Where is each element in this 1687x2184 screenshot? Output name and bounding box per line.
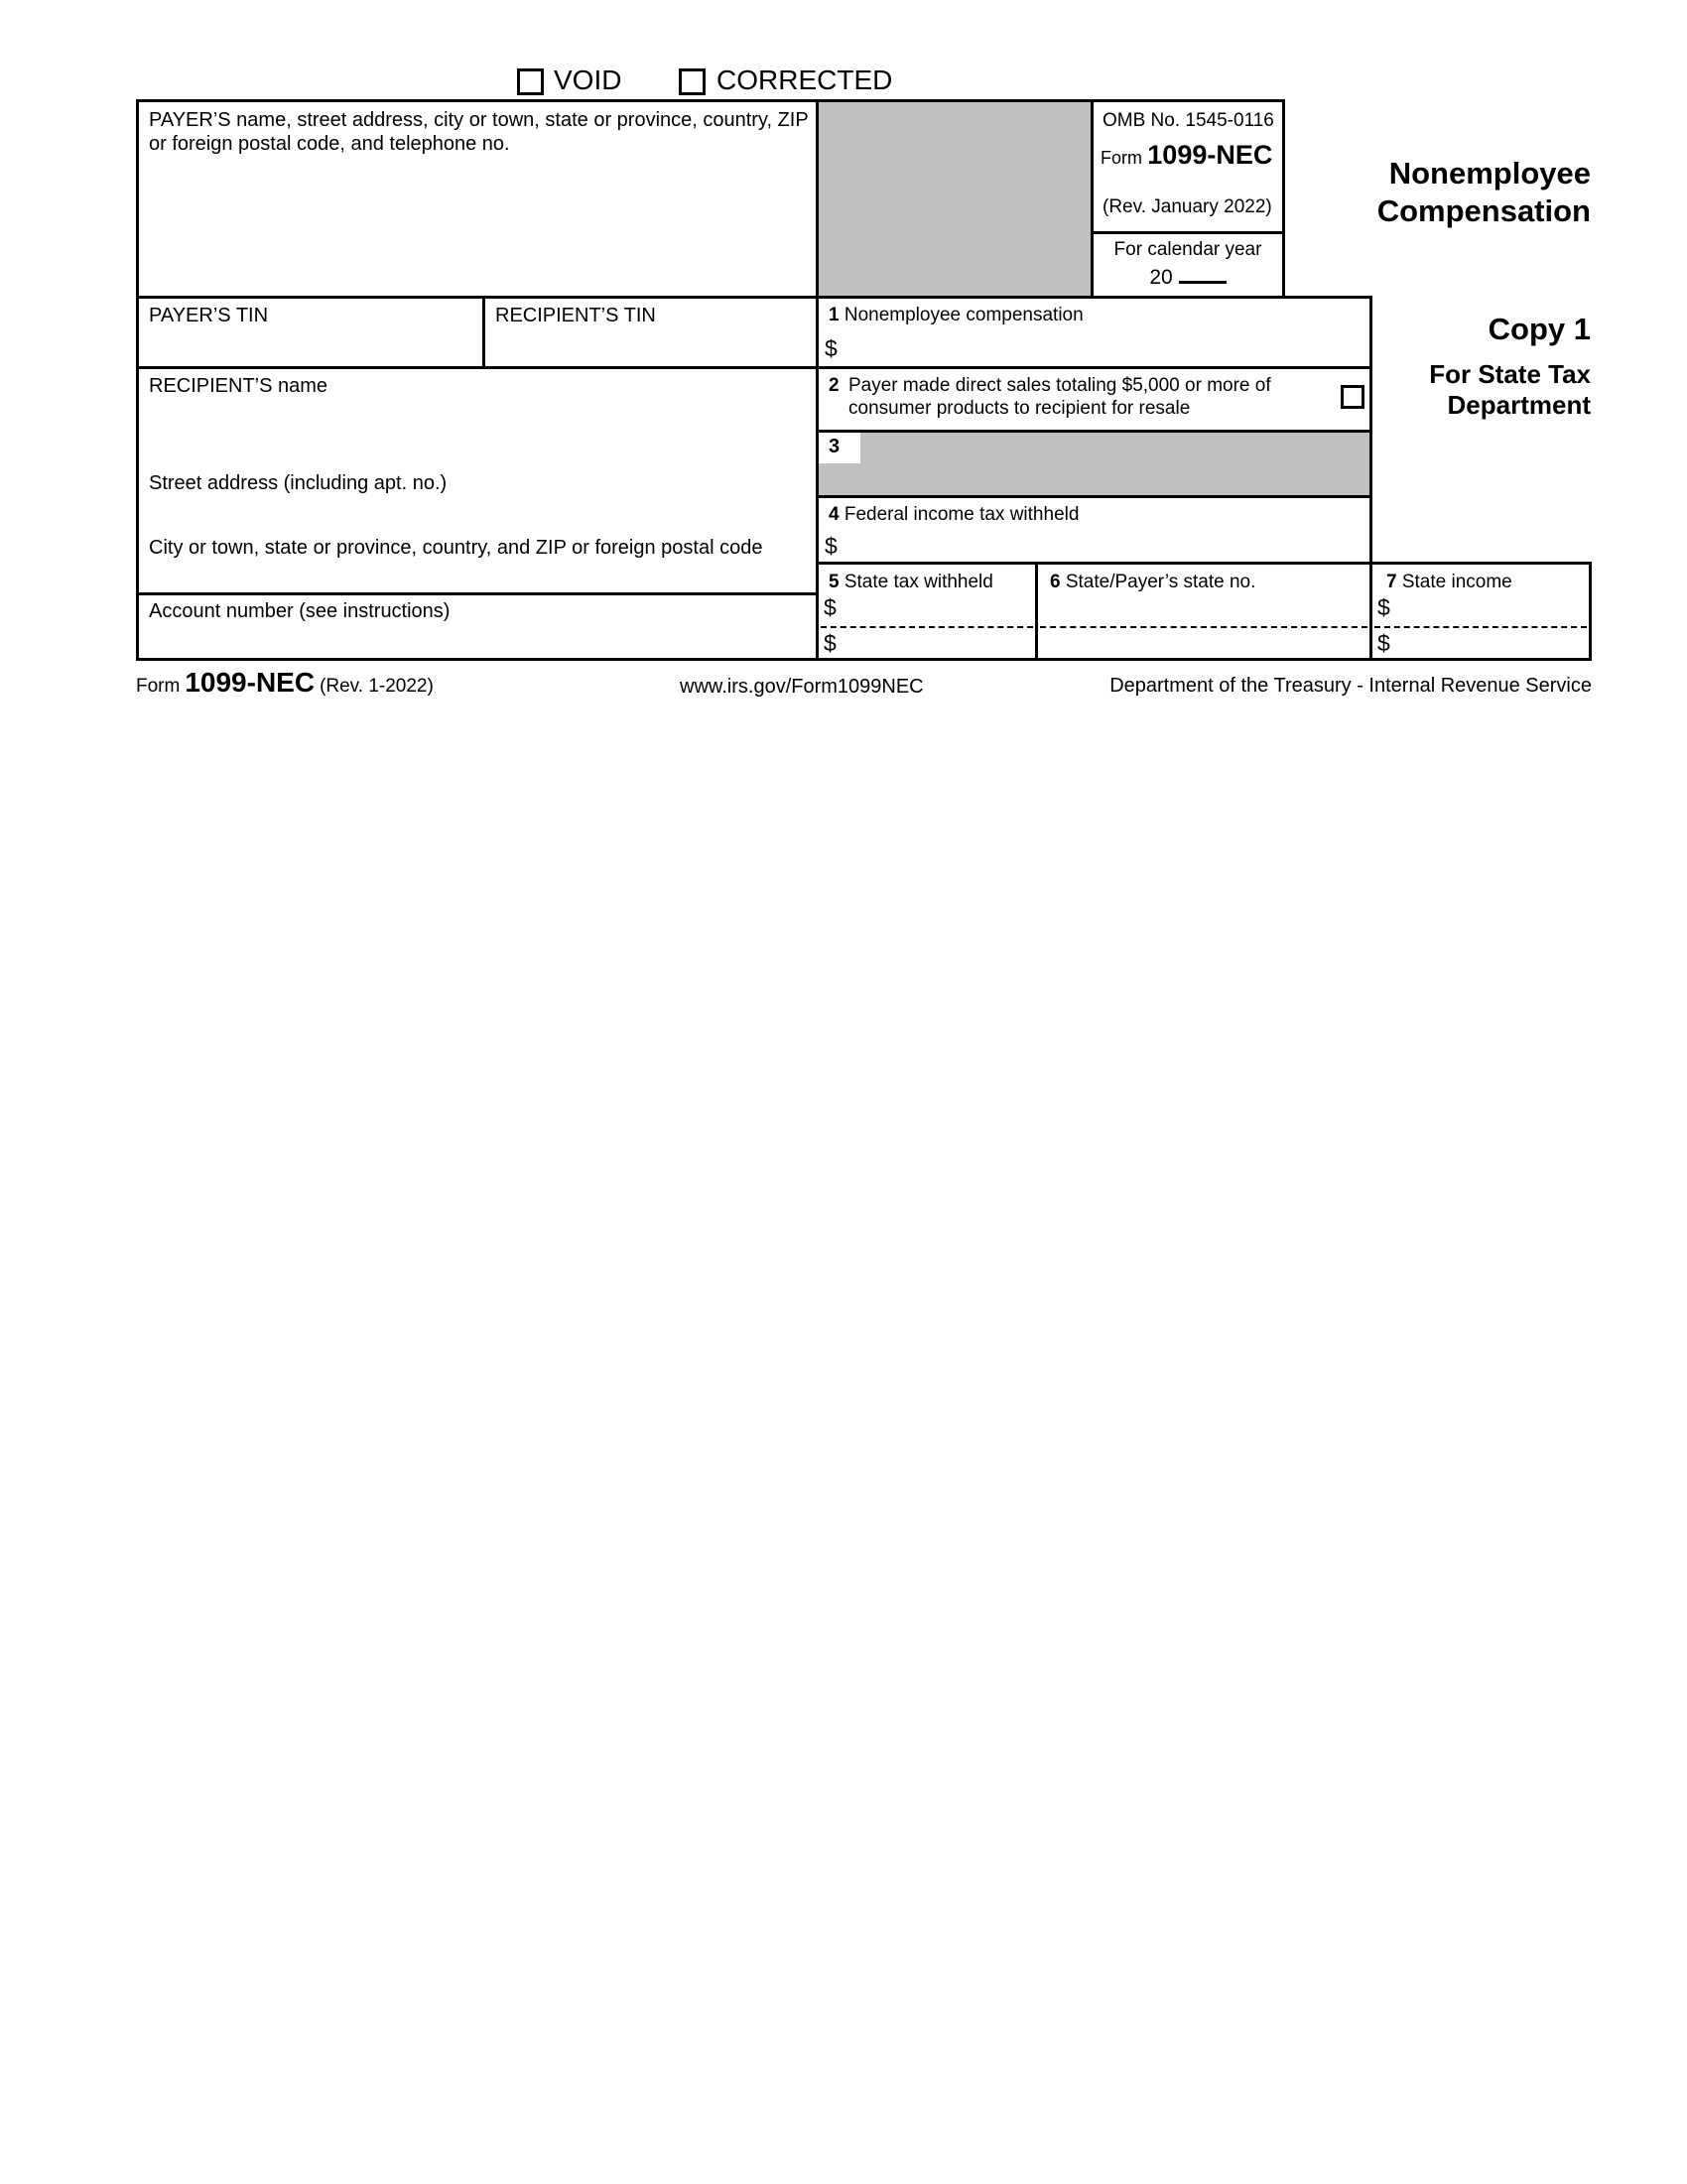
footer-form-id: [136, 667, 434, 699]
box5-amount-input-2[interactable]: [850, 630, 1029, 655]
box5-state-tax-withheld: [816, 562, 1038, 661]
payer-tin-box: [136, 296, 485, 369]
account-number-input[interactable]: [147, 625, 808, 654]
box6-state-no-input-1[interactable]: [1046, 595, 1363, 623]
box6-state-payer-state-no: [1035, 562, 1372, 661]
payer-info-label: PAYER’S name, street address, city or town, state or province, country, ZIP or foreign postal code, and telephone no.: [149, 109, 809, 155]
box5-label: 5 State tax withheld: [829, 572, 993, 592]
box6-state-no-input-2[interactable]: [1046, 630, 1363, 655]
box7-dashed-separator: [1374, 626, 1587, 628]
void-label: VOID: [554, 64, 622, 95]
recipient-name-label: RECIPIENT’S name: [149, 375, 328, 397]
box4-dollar-sign: $: [825, 533, 838, 559]
box7-dollar-sign-1: $: [1377, 594, 1390, 620]
payer-info-input[interactable]: [149, 164, 806, 288]
box7-amount-input-2[interactable]: [1404, 630, 1583, 655]
box2-number: 2: [829, 375, 840, 396]
corrected-label: CORRECTED: [716, 64, 893, 95]
box5-amount-input-1[interactable]: [850, 595, 1029, 623]
box6-dashed-separator: [1040, 626, 1367, 628]
shaded-area-top: [816, 99, 1094, 299]
form-number-line: [1101, 140, 1272, 171]
box2-checkbox[interactable]: [1341, 385, 1364, 409]
city-input[interactable]: [147, 561, 808, 588]
footer-irs-url: www.irs.gov/Form1099NEC: [680, 676, 924, 698]
calendar-year-label: For calendar year: [1113, 239, 1262, 260]
box4-label: 4 Federal income tax withheld: [829, 504, 1080, 525]
box7-amount-input-1[interactable]: [1404, 595, 1583, 623]
form-revision: (Rev. January 2022): [1103, 196, 1272, 217]
void-checkbox[interactable]: [517, 68, 544, 95]
box6-label: 6 State/Payer’s state no.: [1050, 572, 1256, 592]
calendar-year-input[interactable]: [1179, 264, 1227, 284]
box2-label: Payer made direct sales totaling $5,000 or more of consumer products to recipient for resale: [848, 375, 1271, 419]
box1-amount-input[interactable]: [852, 334, 1362, 362]
box1-nonemployee-compensation: [816, 296, 1372, 369]
box5-dollar-sign-1: $: [824, 594, 837, 620]
payer-info-box: [136, 99, 819, 299]
recipient-tin-box: [482, 296, 819, 369]
footer-form-number: 1099-NEC: [185, 667, 316, 698]
account-number-box: [136, 592, 819, 661]
footer-form-revision: (Rev. 1-2022): [320, 676, 434, 697]
box7-label: 7 State income: [1386, 572, 1512, 592]
box5-dollar-sign-2: $: [824, 630, 837, 656]
recipient-info-box: [136, 366, 819, 595]
copy-label: Copy 1: [1488, 312, 1591, 346]
form-number: 1099-NEC: [1147, 140, 1273, 170]
footer-form-word: Form: [136, 676, 181, 697]
box7-state-income: [1369, 562, 1592, 661]
box3-notch: [819, 433, 860, 463]
box7-dollar-sign-2: $: [1377, 630, 1390, 656]
calendar-year-prefix: 20: [1149, 266, 1173, 289]
payer-tin-input[interactable]: [147, 330, 474, 362]
omb-box: [1091, 99, 1285, 234]
street-address-input[interactable]: [147, 496, 808, 532]
box3-number: 3: [829, 436, 841, 457]
form-title: Nonemployee Compensation: [1376, 156, 1591, 228]
box4-amount-input[interactable]: [852, 532, 1362, 558]
box3-shaded: [816, 430, 1372, 498]
recipient-tin-label: RECIPIENT’S TIN: [495, 305, 656, 326]
calendar-year-line: [1094, 264, 1282, 290]
city-label: City or town, state or province, country, and ZIP or foreign postal code: [149, 537, 763, 559]
copy-for-label: For State Tax Department: [1429, 359, 1591, 420]
box4-federal-tax-withheld: [816, 495, 1372, 565]
account-number-label: Account number (see instructions): [149, 600, 451, 622]
street-address-label: Street address (including apt. no.): [149, 472, 448, 494]
box2-direct-sales: [816, 366, 1372, 433]
recipient-tin-input[interactable]: [493, 330, 808, 362]
omb-number: OMB No. 1545-0116: [1103, 110, 1274, 131]
calendar-year-box: [1091, 231, 1285, 299]
footer-department: Department of the Treasury - Internal Revenue Service: [1109, 675, 1592, 697]
box1-label: 1 Nonemployee compensation: [829, 305, 1084, 325]
payer-tin-label: PAYER’S TIN: [149, 305, 269, 326]
recipient-name-input[interactable]: [147, 399, 808, 466]
corrected-checkbox[interactable]: [679, 68, 706, 95]
box5-dashed-separator: [821, 626, 1033, 628]
box1-dollar-sign: $: [825, 335, 838, 361]
form-word: Form: [1101, 148, 1142, 168]
